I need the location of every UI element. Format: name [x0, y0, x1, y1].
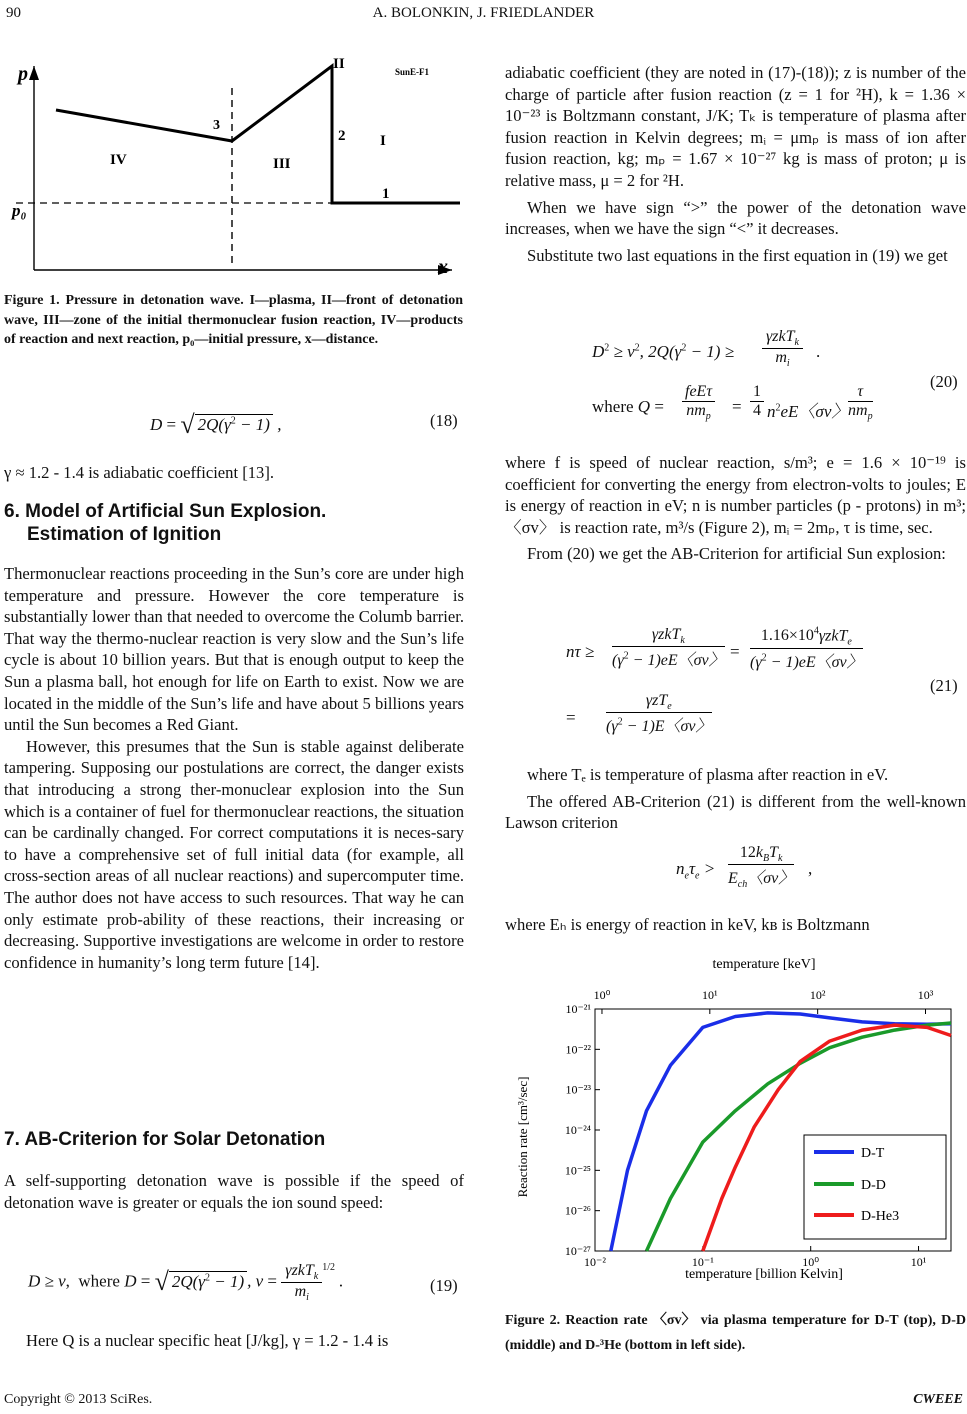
right-paragraph6: where Tₑ is temperature of plasma after reaction in eV. [527, 765, 889, 784]
y-tick-label: 10⁻²⁶ [564, 1203, 591, 1218]
equation-19: D ≥ v, where D = √ $2Q(\gamma^2 - 1)$ , v = γzkT$_k$ $m_i$ $^{1/2}$ . [28, 1262, 344, 1304]
section6-body [4, 563, 464, 973]
equation-21: nτ ≥ γzkT$_k$ $(\gamma^2 - 1)eE$〈σv〉 = $1.16\times 10^4\gamma zkT_e$ $(\gamma^2 - 1)eE$〈σv〉 = γzT$_e$ $(\gamma^2 - 1)E$〈σv〉 [566, 626, 863, 736]
figure2-caption: Figure 2. Reaction rate 〈σv〉 via plasma temperature for D-T (top), D-D (middle) and D-³He (bottom in left side). [505, 1313, 966, 1353]
legend-dt-label: D-T [861, 1146, 885, 1161]
figure1-caption: Figure 1. Pressure in detonation wave. I—plasma, II—front of detonation wave, III—zone of the initial thermonuclear fusion reaction, IV—products of reaction and next reaction, p₀—initial pressure, x—distance. [4, 293, 463, 347]
y-tick-label: 10⁻²¹ [565, 1002, 591, 1016]
q-definition: Here Q is a nuclear specific heat [J/kg], γ = 1.2 - 1.4 is [26, 1331, 389, 1350]
section6-title-line2: Estimation of Ignition [27, 524, 222, 545]
equation-18: D = √ $2Q(\gamma^2 - 1)$ , [150, 410, 282, 439]
pressure-curve [56, 66, 460, 203]
legend-dhe3-label: D-He3 [861, 1209, 900, 1224]
equation-19-number: (19) [430, 1276, 458, 1295]
lawson-equation: $n_e\tau_e$ > $12k_BT_k$ $E_{ch}$〈σv〉 , [676, 844, 813, 891]
label-2: 2 [338, 128, 346, 144]
section6-paragraph1: Thermonuclear reactions proceeding in the Sun’s core are under high temperature and pressure. However the core temperature is substantially lower than that needed to overcome the Columb barrier. That way the thermo-nuclear reaction is very slow and the Sun’s life cycle is about 10 billion years. But that is enough output to keep the Sun a plasma ball, hot enough for life on Earth to exist. Now we are located in the middle of the Sun’s life and have about 5 billions years until the Sun becomes a Red Giant. [4, 564, 464, 735]
right-column-lower [505, 764, 966, 834]
bottom-axis-title: temperature [billion Kelvin] [685, 1267, 843, 1282]
footer-copyright: Copyright © 2013 SciRes. [4, 1392, 153, 1407]
section7-paragraph1: A self-supporting detonation wave is possible if the speed of detonation wave is greater or equals the ion sound speed: [4, 1171, 464, 1212]
y-tick-label: 10⁻²⁷ [564, 1244, 591, 1258]
label-x: x [438, 256, 448, 278]
bottom-tick-label: 10⁰ [802, 1255, 820, 1269]
gamma-text: γ ≈ 1.2 - 1.4 is adiabatic coefficient [13]. [4, 463, 275, 482]
label-IV: IV [110, 152, 127, 168]
label-p: p [18, 63, 28, 85]
top-tick-label: 10³ [917, 988, 934, 1002]
right-paragraph4: where f is speed of nuclear reaction, s/m³; e = 1.6 × 10⁻¹⁹ is coefficient for converting the energy from electron-volts to joules; E is energy of reaction in eV; n is number particles (p - protons) in m³; 〈σv〉 is reaction rate, m³/s (Figure 2), mᵢ = 2mₚ, τ is time, sec. [505, 453, 966, 537]
legend-dd-label: D-D [861, 1178, 886, 1193]
bottom-tick-label: 10⁻¹ [691, 1255, 714, 1269]
y-tick-label: 10⁻²³ [565, 1082, 591, 1097]
section6-title-line1: 6. Model of Artificial Sun Explosion. [4, 501, 327, 522]
figure2-chart [505, 955, 966, 1295]
figure-tag: SunE-F1 [395, 67, 430, 77]
top-tick-label: 10⁰ [593, 988, 611, 1002]
equation-20: $D^2 \ge v^2$, $2Q(\gamma^2 - 1)$ ≥ γzkT$_k$ $m_i$ . where Q = feEτ $nm_p$ = 1 4 $n^2eE$〈σv〉 τ $nm_p$ [592, 328, 873, 423]
y-tick-label: 10⁻²⁵ [564, 1163, 591, 1178]
bottom-tick-label: 10¹ [910, 1255, 927, 1269]
running-header: A. BOLONKIN, J. FRIEDLANDER [372, 5, 595, 21]
right-paragraph1: adiabatic coefficient (they are noted in (17)-(18)); z is number of the charge of particle after fusion reaction (z = 1 for ²H), k = 1.36 × 10⁻²³ is Boltzmann constant, J/K; Tₖ is temperature of plasma after fusion reaction in Kelvin degrees; mᵢ = μmₚ is mass of ion after fusion reaction, kg; mₚ = 1.67 × 10⁻²⁷ kg is mass of proton; μ is relative mass, μ = 2 for ²H. [505, 63, 966, 190]
right-paragraph2: When we have sign “>” the power of the detonation wave increases, when we have the sign “<” it decreases. [505, 197, 966, 239]
right-paragraph3: Substitute two last equations in the first equation in (19) we get [527, 245, 948, 265]
right-column-mid [505, 452, 966, 565]
figure1-diagram [0, 48, 470, 288]
section6-paragraph2: However, this presumes that the Sun is stable against deliberate tampering. Supposing our postulations are correct, the danger exists that introducing a strong ther-monuclear explosion into the Sun which is a container of fuel for thermonuclear reactions, the situation can be cardinally changed. For correct computations it is neces-sary to have a comprehensive set of full initial data (for example, all cross-section areas of all nuclear reactions) and supercomputer time. The author does not have access to such resources. That way he can only estimate prob-ability of these reactions, their increasing or decreasing. Supportive investigations are welcome in order to restore confidence in humanity’s long term future [14]. [4, 736, 464, 972]
page-number: 90 [6, 5, 21, 21]
bottom-tick-label: 10⁻² [584, 1255, 606, 1269]
equation-20-number: (20) [930, 372, 958, 391]
label-II: II [333, 56, 345, 72]
right-paragraph8: where Eₕ is energy of reaction in keV, kʙ is Boltzmann [505, 915, 870, 934]
label-p0: p₀ [12, 201, 27, 220]
footer-journal: CWEEE [913, 1392, 963, 1407]
top-axis-title: temperature [keV] [712, 957, 816, 972]
equation-21-number: (21) [930, 676, 958, 695]
right-paragraph5: From (20) we get the AB-Criterion for artificial Sun explosion: [527, 544, 946, 564]
right-paragraph7: The offered AB-Criterion (21) is different from the well-known Lawson criterion [505, 791, 966, 833]
top-tick-label: 10² [809, 988, 826, 1002]
y-axis-title: Reaction rate [cm³/sec] [515, 1076, 530, 1198]
label-1: 1 [382, 186, 390, 202]
label-3: 3 [213, 118, 220, 133]
section7-title: 7. AB-Criterion for Solar Detonation [4, 1129, 326, 1150]
label-I: I [380, 133, 386, 149]
y-tick-label: 10⁻²⁴ [564, 1123, 591, 1137]
right-column-top [505, 62, 966, 266]
equation-18-number: (18) [430, 411, 458, 430]
label-III: III [273, 156, 291, 172]
y-tick-label: 10⁻²² [565, 1042, 591, 1057]
top-tick-label: 10¹ [702, 988, 718, 1002]
